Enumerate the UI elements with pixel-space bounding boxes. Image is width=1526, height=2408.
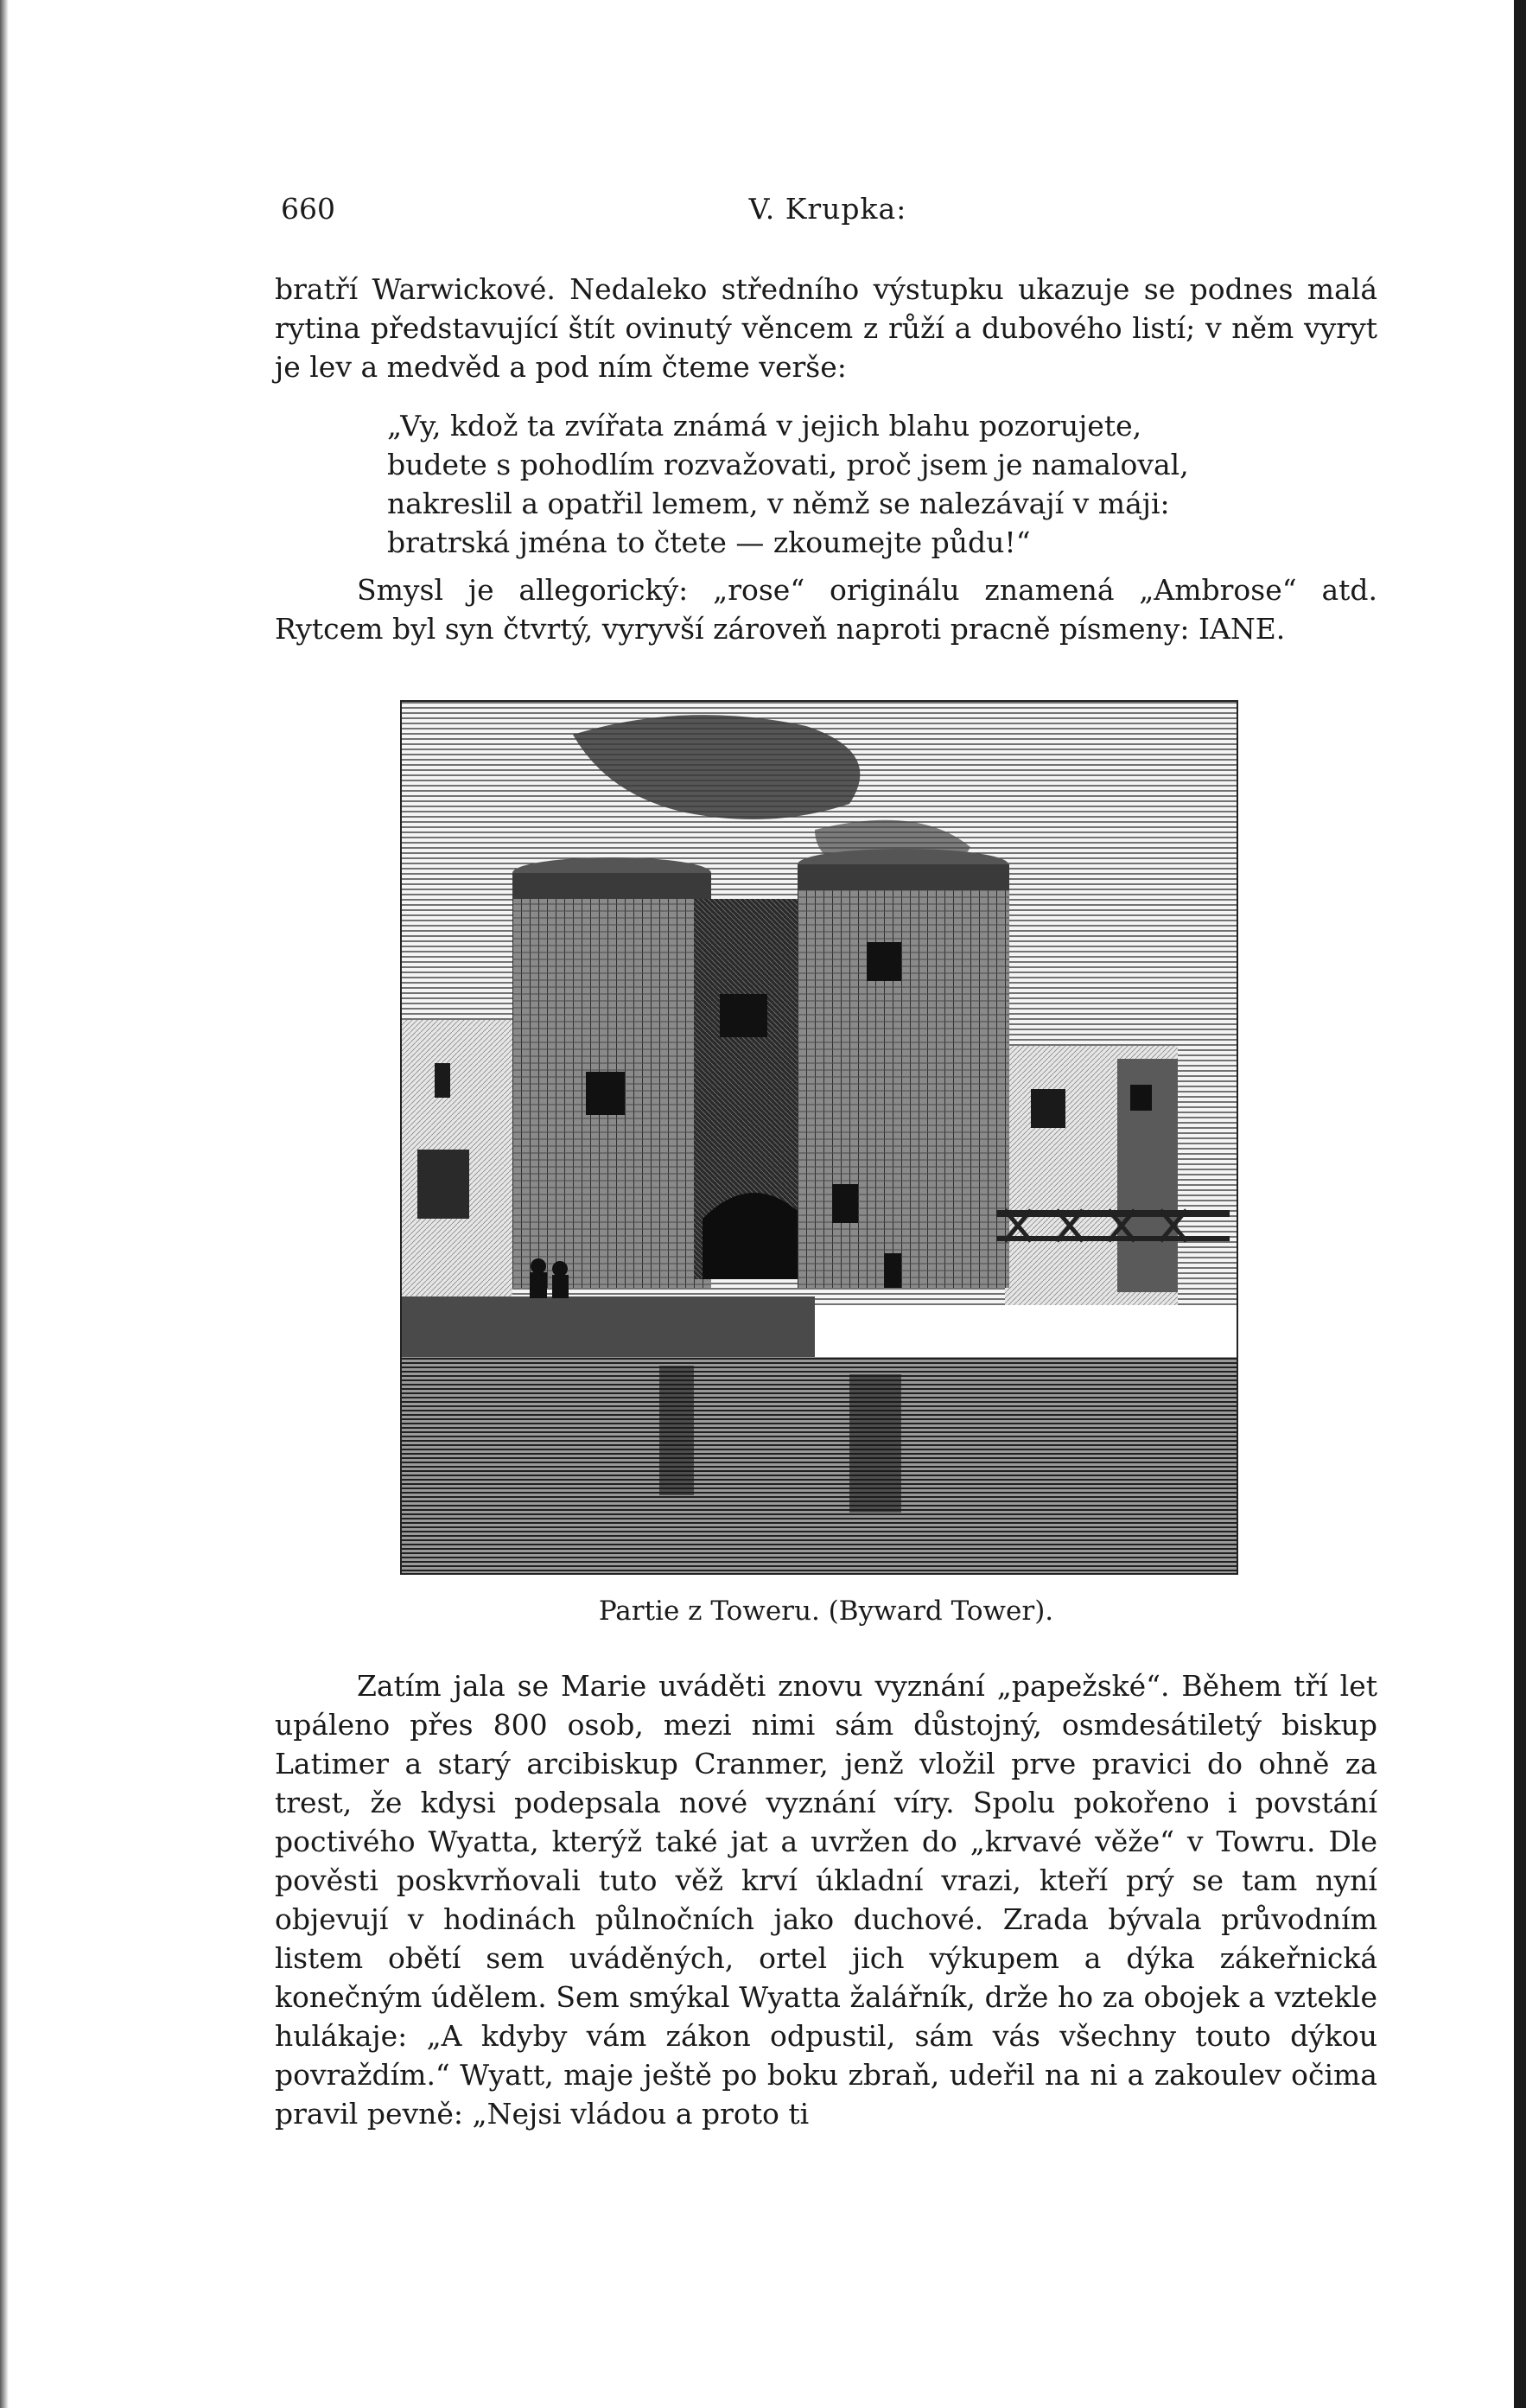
figure-caption: Partie z Toweru. (Byward Tower). [598, 1596, 1054, 1627]
scan-edge-right [1514, 0, 1526, 2408]
poem-line: budete s pohodlím rozvažovati, proč jsem je namaloval, [387, 448, 1189, 481]
running-head: V. Krupka: [748, 192, 907, 226]
poem-line: „Vy, kdož ta zvířata známá v jejich blahu pozorujete, [387, 409, 1142, 443]
poem-line: nakreslil a opatřil lemem, v němž se nalezávají v máji: [387, 487, 1170, 520]
paragraph-top: bratří Warwickové. Nedaleko středního výstupku ukazuje se podnes malá rytina představující štít ovinutý věncem z růží a dubového listí; v něm vyryt je lev a medvěd a pod ním čteme verše: [275, 272, 1377, 384]
engraving-byward-tower [400, 700, 1238, 1575]
poem [387, 406, 1268, 562]
paragraph-after-poem: Smysl je allegorický: „rose“ originálu znamená „Ambrose“ atd. Rytcem byl syn čtvrtý, vyryvší zároveň naproti pracně písmeny: IANE. [275, 573, 1377, 646]
poem-line: bratrská jména to čtete — zkoumejte půdu!“ [387, 526, 1031, 559]
page-number: 660 [281, 192, 335, 226]
scan-edge-left [0, 0, 9, 2408]
page-header [281, 192, 1375, 240]
paragraph-bottom: Zatím jala se Marie uváděti znovu vyznání „papežské“. Během tří let upáleno přes 800 osob, mezi nimi sám důstojný, osmdesátiletý biskup Latimer a starý arcibiskup Cranmer, jenž vložil prve pravici do ohně za trest, že kdysi podepsala nové vyznání víry. Spolu pokořeno i povstání poctivého Wyatta, kterýž také jat a uvržen do „krvavé věže“ v Towru. Dle pověsti poskvrňovali tuto věž krví úkladní vrazi, kteří prý se tam nyní objevují v hodinách půlnočních jako duchové. Zrada bývala průvodním listem obětí sem uváděných, ortel jich výkupem a dýka zákeřnická konečným údělem. Sem smýkal Wyatta žalářník, drže ho za obojek a vztekle hulákaje: „A kdyby vám zákon odpustil, sám vás všechny touto dýkou povraždím.“ Wyatt, maje ještě po boku zbraň, udeřil na ni a zakoulev očima pravil pevně: „Nejsi vládou a proto ti [275, 1669, 1377, 2131]
